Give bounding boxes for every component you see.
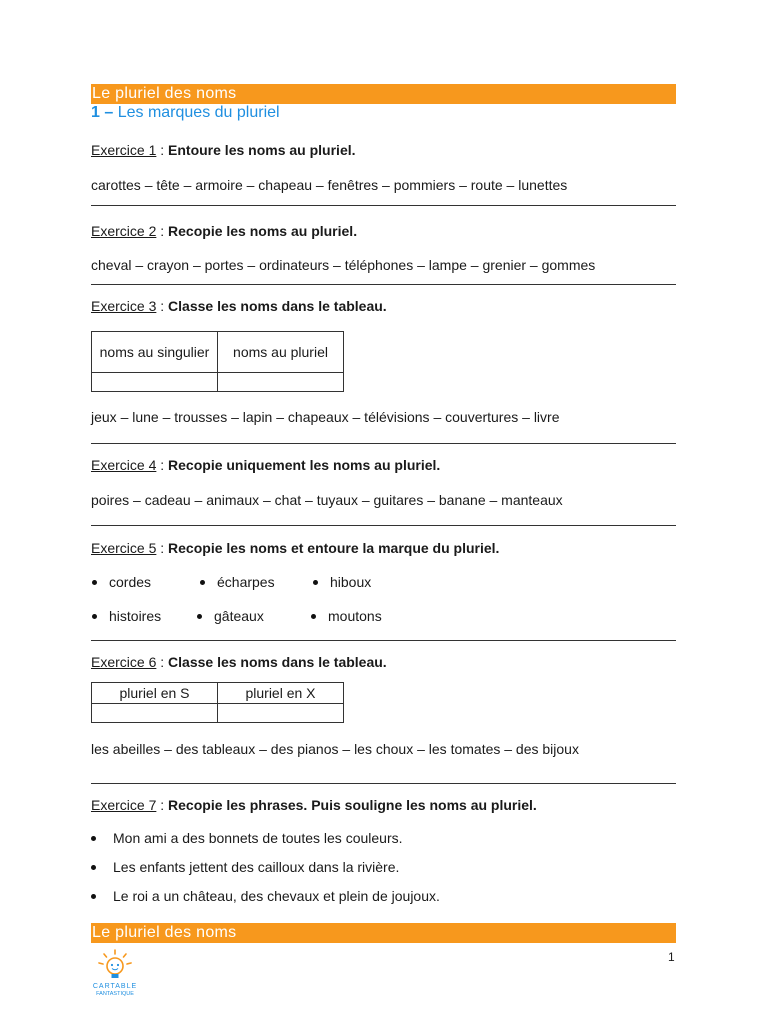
- bullet-icon: [92, 580, 97, 585]
- col-label: noms au pluriel: [233, 344, 328, 360]
- table-cell-empty[interactable]: [218, 704, 344, 723]
- sentence-item: [91, 888, 440, 904]
- exercise-1-label: Exercice 1: [91, 142, 157, 158]
- exercise-6-label: Exercice 6: [91, 654, 157, 670]
- exercise-5-heading: [91, 540, 499, 556]
- exercise-4-heading: [91, 457, 440, 473]
- logo-text-line1: CARTABLE: [92, 983, 138, 990]
- exercise-2-label: Exercice 2: [91, 223, 157, 239]
- cartable-fantastique-logo: [89, 948, 141, 998]
- answer-line: [91, 284, 676, 285]
- separator: :: [156, 223, 169, 239]
- section-label: Les marques du pluriel: [117, 104, 280, 121]
- list-item-text: histoires: [109, 608, 162, 624]
- bullet-icon: [311, 614, 316, 619]
- exercise-3-table: [91, 331, 344, 392]
- exercise-2-instruction: Recopie les noms au pluriel.: [168, 223, 358, 239]
- exercise-7-heading: [91, 797, 537, 813]
- page-number: 1: [668, 950, 675, 964]
- bullet-icon: [313, 580, 318, 585]
- exercise-4-words: poires – cadeau – animaux – chat – tuyaux – guitares – banane – manteaux: [91, 492, 563, 508]
- exercise-6-words: les abeilles – des tableaux – des pianos – les choux – les tomates – des bijoux: [91, 741, 579, 757]
- exercise-1-heading: [91, 142, 356, 158]
- exercise-1-words: carottes – tête – armoire – chapeau – fenêtres – pommiers – route – lunettes: [91, 177, 568, 193]
- col-label: noms au singulier: [99, 344, 210, 360]
- bullet-icon: [91, 894, 96, 899]
- exercise-1-instruction: Entoure les noms au pluriel.: [168, 142, 356, 158]
- list-item-text: moutons: [328, 608, 382, 624]
- bullet-icon: [200, 580, 205, 585]
- list-item-text: gâteaux: [214, 608, 264, 624]
- exercise-3-instruction: Classe les noms dans le tableau.: [168, 298, 387, 314]
- exercise-3-label: Exercice 3: [91, 298, 157, 314]
- lightbulb-icon: [99, 950, 131, 964]
- bullet-icon: [92, 614, 97, 619]
- exercise-3-words: jeux – lune – trousses – lapin – chapeaux – télévisions – couvertures – livre: [91, 409, 560, 425]
- table-cell-empty[interactable]: [92, 373, 218, 392]
- list-item-text: écharpes: [217, 574, 275, 590]
- sentence-text: Les enfants jettent des cailloux dans la rivière.: [113, 859, 400, 875]
- list-item: [197, 608, 264, 624]
- logo-text-line2: FANTASTIQUE: [96, 991, 134, 997]
- exercise-2-words: cheval – crayon – portes – ordinateurs – téléphones – lampe – grenier – gommes: [91, 257, 596, 273]
- list-item: [311, 608, 382, 624]
- header-banner: [91, 84, 676, 104]
- separator: :: [156, 540, 169, 556]
- col-label: pluriel en S: [119, 685, 190, 701]
- separator: :: [156, 797, 169, 813]
- exercise-7-label: Exercice 7: [91, 797, 157, 813]
- table-header-singular: [92, 332, 218, 373]
- col-label: pluriel en X: [245, 685, 316, 701]
- exercise-4-instruction: Recopie uniquement les noms au pluriel.: [168, 457, 441, 473]
- exercise-6-table: [91, 682, 344, 723]
- exercise-3-heading: [91, 298, 387, 314]
- footer-banner: [91, 923, 676, 943]
- section-title: [91, 104, 280, 122]
- exercise-5-instruction: Recopie les noms et entoure la marque du pluriel.: [168, 540, 500, 556]
- answer-line: [91, 205, 676, 206]
- list-item-text: hiboux: [330, 574, 372, 590]
- exercise-6-heading: [91, 654, 387, 670]
- bullet-icon: [197, 614, 202, 619]
- table-cell-empty[interactable]: [218, 373, 344, 392]
- table-header-x: [218, 683, 344, 704]
- list-item: [200, 574, 275, 590]
- exercise-5-label: Exercice 5: [91, 540, 157, 556]
- list-item: [313, 574, 371, 590]
- answer-line: [91, 443, 676, 444]
- answer-line: [91, 783, 676, 784]
- section-number: 1 –: [91, 104, 114, 121]
- separator: :: [156, 457, 169, 473]
- exercise-4-label: Exercice 4: [91, 457, 157, 473]
- separator: :: [156, 298, 169, 314]
- bullet-icon: [91, 836, 96, 841]
- bullet-icon: [91, 865, 96, 870]
- sentence-item: [91, 830, 403, 846]
- answer-line: [91, 525, 676, 526]
- exercise-6-instruction: Classe les noms dans le tableau.: [168, 654, 387, 670]
- header-title: Le pluriel des noms: [92, 85, 237, 102]
- list-item: [92, 608, 161, 624]
- exercise-7-instruction: Recopie les phrases. Puis souligne les noms au pluriel.: [168, 797, 537, 813]
- table-header-s: [92, 683, 218, 704]
- exercise-2-heading: [91, 223, 357, 239]
- separator: :: [156, 654, 169, 670]
- sentence-item: [91, 859, 399, 875]
- table-header-plural: [218, 332, 344, 373]
- answer-line: [91, 640, 676, 641]
- list-item: [92, 574, 151, 590]
- footer-title: Le pluriel des noms: [92, 924, 237, 941]
- sentence-text: Le roi a un château, des chevaux et plein de joujoux.: [113, 888, 440, 904]
- list-item-text: cordes: [109, 574, 152, 590]
- table-cell-empty[interactable]: [92, 704, 218, 723]
- sentence-text: Mon ami a des bonnets de toutes les couleurs.: [113, 830, 403, 846]
- separator: :: [156, 142, 169, 158]
